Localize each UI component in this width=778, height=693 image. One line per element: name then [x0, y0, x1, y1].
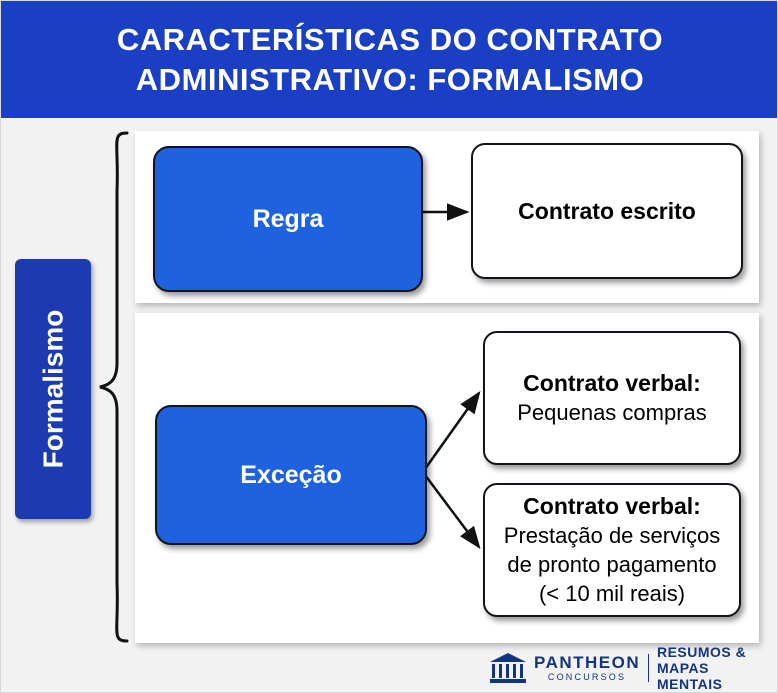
footer-brand-sub: CONCURSOS: [547, 672, 627, 682]
footer-logo: [488, 643, 758, 693]
footer-tagline-line-1: RESUMOS &: [656, 643, 747, 660]
node-verbal1-line-1: Pequenas compras: [517, 400, 707, 425]
page-title-line-2: ADMINISTRATIVO: FORMALISMO: [135, 61, 645, 97]
brace-icon: [97, 131, 131, 643]
node-contrato-verbal-pequenas-compras: [483, 331, 741, 465]
node-verbal2-title: Contrato verbal:: [523, 493, 701, 519]
footer-brand-name: PANTHEON: [534, 653, 641, 672]
pantheon-building-icon: [488, 651, 528, 685]
footer-brand-block: [534, 654, 640, 682]
node-regra-label: Regra: [252, 204, 324, 233]
footer-logo-text: [534, 644, 758, 692]
node-excecao-label: Exceção: [240, 460, 342, 489]
node-verbal2-line-2: de pronto pagamento: [507, 552, 717, 577]
footer-tagline-line-2: MAPAS MENTAIS: [656, 659, 723, 693]
node-contrato-verbal-pronto-pagamento: [483, 483, 741, 617]
node-verbal2-line-1: Prestação de serviços: [503, 523, 721, 548]
footer-logo-divider: [648, 654, 649, 682]
root-node-label: Formalismo: [37, 309, 69, 469]
node-verbal2-line-3: (< 10 mil reais): [538, 581, 686, 606]
node-contrato-escrito: [471, 143, 743, 279]
node-contrato-escrito-line-1: Contrato escrito: [518, 197, 696, 224]
root-node-formalismo: [15, 259, 91, 519]
header-banner: [1, 1, 778, 118]
node-regra: [153, 146, 423, 292]
page-title-line-1: CARACTERÍSTICAS DO CONTRATO: [116, 21, 664, 57]
node-verbal1-title: Contrato verbal:: [523, 370, 701, 396]
footer-tagline-block: [657, 644, 758, 692]
node-excecao: [155, 405, 427, 545]
